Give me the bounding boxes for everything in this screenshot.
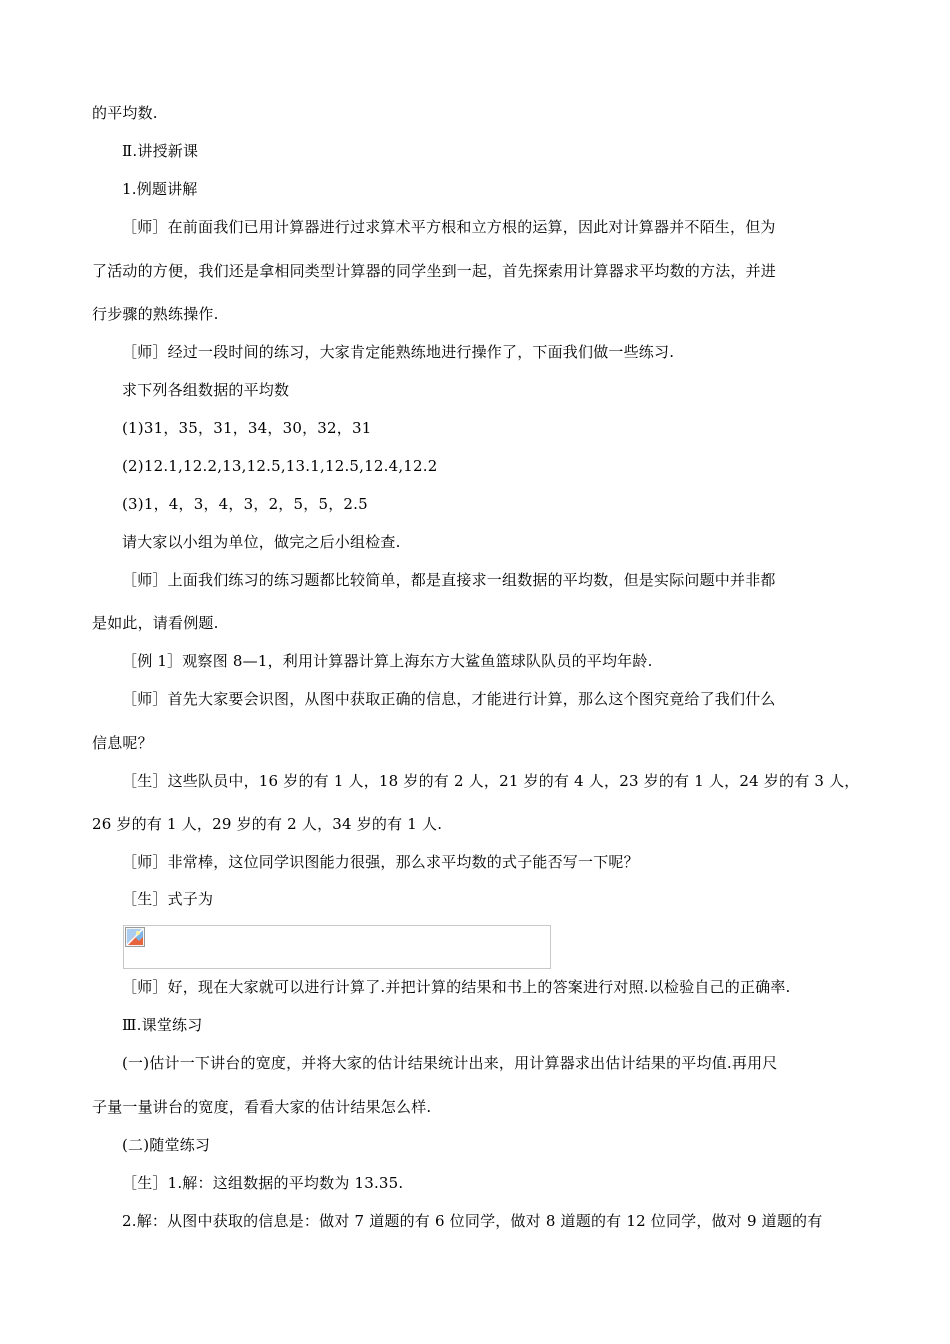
subheading-practice: (二)随堂练习 [122,1136,211,1154]
exercise-item-3: (3)1，4，3，4，3，2，5，5，2.5 [122,495,368,513]
formula-image-placeholder [123,925,551,969]
text-line-16: ［师］首先大家要会识图，从图中获取正确的信息，才能进行计算，那么这个图究竟给了我们什么 [122,690,776,708]
text-line-12: 请大家以小组为单位，做完之后小组检查. [122,533,401,551]
text-line-17: 信息呢？ [92,734,153,752]
text-line-14: 是如此，请看例题. [92,614,219,632]
text-line-27: ［生］1.解：这组数据的平均数为 13.35. [122,1174,404,1192]
text-line-7: ［师］经过一段时间的练习，大家肯定能熟练地进行操作了，下面我们做一些练习. [122,343,675,361]
text-line-24: (一)估计一下讲台的宽度，并将大家的估计结果统计出来，用计算器求出估计结果的平均值.再用尺 [122,1054,778,1072]
broken-image-icon [125,927,145,947]
text-line-13: ［师］上面我们练习的练习题都比较简单，都是直接求一组数据的平均数，但是实际问题中并非都 [122,571,776,589]
exercise-prompt: 求下列各组数据的平均数 [122,381,290,399]
text-line-18: ［生］这些队员中，16 岁的有 1 人，18 岁的有 2 人，21 岁的有 4 人，23 岁的有 1 人，24 岁的有 3 人， [122,772,860,790]
section-heading-class-practice: Ⅲ.课堂练习 [122,1016,203,1034]
text-line-5: 了活动的方便，我们还是拿相同类型计算器的同学坐到一起，首先探索用计算器求平均数的方法，并进 [92,262,777,280]
text-line-25: 子量一量讲台的宽度，看看大家的估计结果怎么样. [92,1098,432,1116]
text-line-28: 2.解：从图中获取的信息是：做对 7 道题的有 6 位同学，做对 8 道题的有 12 位同学，做对 9 道题的有 [122,1212,823,1230]
text-line-1: 的平均数. [92,104,158,122]
text-line-22: ［师］好，现在大家就可以进行计算了.并把计算的结果和书上的答案进行对照.以检验自己的正确率. [122,978,791,996]
subheading-example-explanation: 1.例题讲解 [122,180,198,198]
text-line-20: ［师］非常棒，这位同学识图能力很强，那么求平均数的式子能否写一下呢？ [122,853,639,871]
text-line-21: ［生］式子为 [122,890,214,908]
text-line-6: 行步骤的熟练操作. [92,305,219,323]
example-1: ［例 1］观察图 8—1，利用计算器计算上海东方大鲨鱼篮球队队员的平均年龄. [122,652,653,670]
exercise-item-1: (1)31，35，31，34，30，32，31 [122,419,372,437]
text-line-4: ［师］在前面我们已用计算器进行过求算术平方根和立方根的运算，因此对计算器并不陌生，但为 [122,218,776,236]
exercise-item-2: (2)12.1,12.2,13,12.5,13.1,12.5,12.4,12.2 [122,457,438,475]
section-heading-new-lesson: Ⅱ.讲授新课 [122,142,199,160]
text-line-19: 26 岁的有 1 人，29 岁的有 2 人，34 岁的有 1 人. [92,815,443,833]
